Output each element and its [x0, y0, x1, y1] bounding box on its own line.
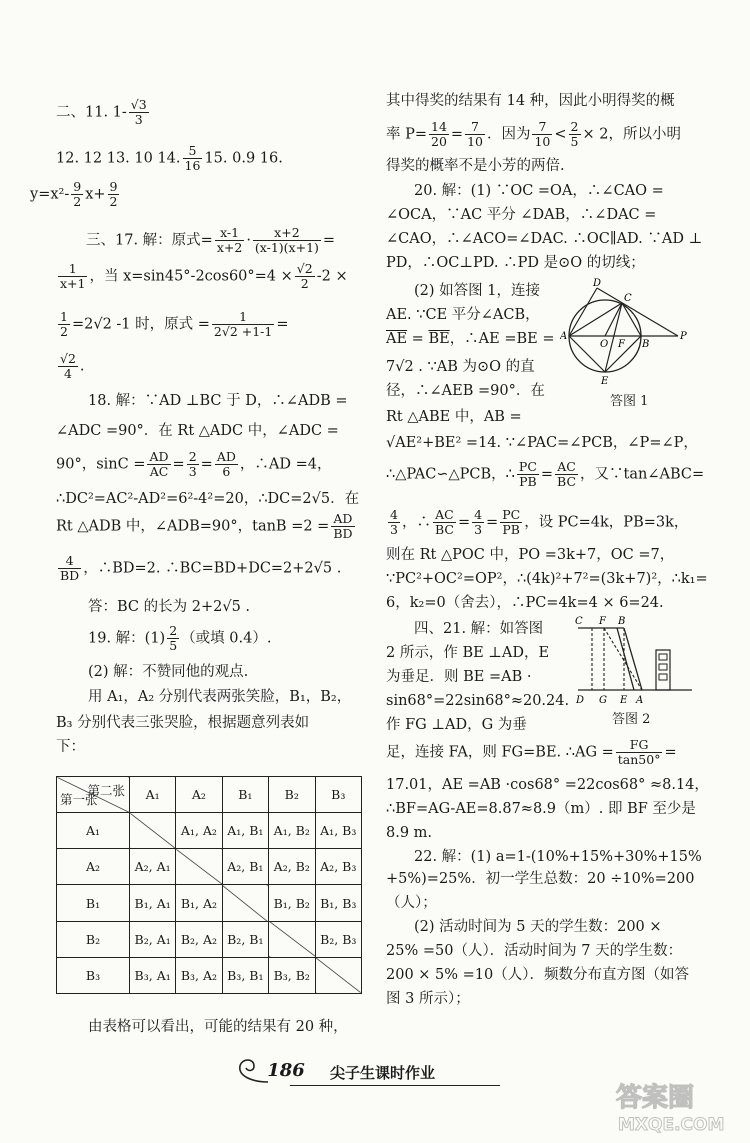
answer-line: 200 × 5% =10（人）．频数分布直方图（如答 [386, 967, 690, 983]
answer-line: (2) 活动时间为 5 天的学生数：200 × [414, 919, 662, 935]
table-header-cell: B₃ [315, 777, 362, 813]
footer-title: 尖子生课时作业 [330, 1064, 436, 1082]
answer-line: 其中得奖的结果有 14 种，因此小明得奖的概 [386, 93, 675, 109]
answer-line: 下： [56, 739, 85, 755]
table-row [57, 813, 362, 849]
table-row [57, 957, 362, 993]
figure-2-caption: 答图 2 [612, 712, 651, 727]
table-cell: B₃, B₂ [269, 957, 315, 993]
answer-line: 17.01，AE =AB ·cos68° =22cos68° ≈8.14， [386, 777, 709, 793]
point-label-a: A [636, 695, 644, 706]
table-header-cell: A₂ [176, 777, 222, 813]
table-header-cell: B₂ [269, 777, 315, 813]
point-label-d: D [576, 695, 585, 706]
watermark-logo [612, 1076, 744, 1136]
table-cell: B₂, B₁ [222, 921, 268, 957]
point-label-p: P [680, 331, 687, 342]
svg-text:答案圈: 答案圈 [616, 1083, 695, 1113]
svg-text:MXQE.COM: MXQE.COM [618, 1115, 725, 1135]
answer-line: 12. 12 13. 10 14. $\frac{5}{16}$ 15. 0.9 16. [56, 143, 283, 173]
table-cell: A₁, B₁ [222, 813, 268, 849]
answer-line: ∠CAO，∴∠ACO=∠DAC. ∴OC∥AD. ∵AD ⊥ [386, 231, 703, 247]
outcome-table [56, 776, 362, 994]
answer-line: 四、21. 解：如答图 [414, 621, 544, 637]
table-cell: A₂, B₁ [222, 849, 268, 885]
answer-line: 90°，sinC = $\frac{AD}{AC}$ = $\frac{2}{3}$ = $\frac{AD}{6}$ ，∴AD =4， [56, 449, 332, 479]
table-cell: A₂, B₂ [269, 849, 315, 885]
answer-line: +5%)=25%．初一学生总数：20 ÷10%=200 [386, 871, 695, 887]
table-diagonal-cell [176, 849, 222, 885]
answer-line: 22. 解：(1) a=1-(10%+15%+30%+15% [414, 849, 702, 865]
table-cell: B₂, A₁ [130, 921, 176, 957]
answer-line: B₃ 分别代表三张哭脸，根据题意列表如 [56, 715, 310, 731]
answer-line: 为垂足．则 BE =AB · [386, 669, 532, 685]
table-cell: B₂, A₂ [176, 921, 222, 957]
answer-line: (2) 解：不赞同他的观点. [88, 664, 249, 680]
answer-line: 20. 解：(1) ∵OC =OA，∴∠CAO = [414, 183, 664, 199]
answer-line: y=x²- $\frac{9}{2}$ x+ $\frac{9}{2}$ [30, 179, 118, 209]
answer-line: 作 FG ⊥AD，G 为垂 [386, 717, 527, 733]
point-label-e: E [620, 695, 628, 706]
table-diagonal-cell [130, 813, 176, 849]
table-row-label: B₂ [57, 921, 130, 957]
answer-line: ∠OCA，∵AC 平分 ∠DAB，∴∠DAC = [386, 207, 657, 223]
answer-line: $\frac{1}{x+1}$ ，当 x=sin45°-2cos60°=4 × $\frac{√2}{2}$ -2 × [60, 261, 348, 291]
table-cell: B₃, A₁ [130, 957, 176, 993]
table-header-cell: A₁ [130, 777, 176, 813]
table-cell: A₂, A₁ [130, 849, 176, 885]
footer-rule [290, 1085, 500, 1086]
figure-1-circle-diagram [560, 278, 690, 388]
table-row-label: B₁ [57, 885, 130, 921]
answer-line: Rt △ADB 中，∠ADB=90°，tanB =2 = $\frac{AD}{BD}$ [56, 511, 353, 541]
answer-line: 得奖的概率不是小芳的两倍. [386, 158, 565, 174]
answer-line: 足，连接 FA，则 FG=BE. ∴AG = $\frac{FG}{\tan 50^\circ}$ = [386, 737, 677, 767]
answer-line: 则在 Rt △POC 中，PO =3k+7，OC =7， [386, 547, 675, 563]
table-row-label: A₁ [57, 813, 130, 849]
answer-line: 用 A₁，A₂ 分别代表两张笑脸，B₁，B₂， [88, 689, 352, 705]
table-diagonal-cell [315, 957, 362, 993]
table-header-cell: B₁ [222, 777, 268, 813]
point-label-g: G [599, 695, 607, 706]
table-corner-cell: 第二张 第一张 [57, 777, 130, 813]
answer-line: 率 P= $\frac{14}{20}$ = $\frac{7}{10}$ ．因为 $\frac{7}{10}$ < $\frac{2}{5}$ × 2，所以小明 [386, 119, 681, 149]
point-label-a: A [560, 331, 568, 342]
answer-line: 二、11. 1- $\frac{√3}{3}$ [56, 97, 147, 127]
answer-line: 18. 解：∵AD ⊥BC 于 D，∴∠ADB = [88, 393, 348, 409]
answer-line: ∵PC²+OC²=OP²，∴(4k)²+7²=(3k+7)²，∴k₁= [386, 571, 708, 587]
point-label-f: F [599, 616, 606, 627]
point-label-c: C [575, 616, 583, 627]
answer-line: 径，∴∠AEB =90°．在 [386, 383, 545, 399]
point-label-d: D [593, 278, 602, 289]
answer-line: ∴BF=AG-AE=8.87≈8.9（m）. 即 BF 至少是 [386, 801, 696, 817]
table-row [57, 849, 362, 885]
answer-line: 7√2 . ∵AB 为⊙O 的直 [386, 359, 535, 375]
answer-line: 6，k₂=0（舍去），∴PC=4k=4 × 6=24. [386, 595, 664, 611]
answer-line: $\frac{4}{3}$ ，∴ $\frac{AC}{BC}$ = $\frac{4}{3}$ = $\frac{PC}{PB}$ ，设 PC=4k，PB=3k， [390, 507, 689, 537]
table-cell: A₁, A₂ [176, 813, 222, 849]
answer-line: $\frac{4}{BD}$ ，∴BD=2. ∴BC=BD+DC=2+2√5 . [60, 553, 342, 583]
answer-line: AE. ∵CE 平分∠ACB， [386, 307, 540, 323]
figure-2-slope-diagram [572, 612, 702, 708]
table-cell: B₁, A₂ [176, 885, 222, 921]
page-number: 186 [267, 1060, 305, 1081]
answer-line: 由表格可以看出，可能的结果有 20 种， [88, 1019, 348, 1035]
table-cell: B₁, B₂ [269, 885, 315, 921]
answer-line: $\frac{√2}{4}$ . [60, 351, 85, 381]
answer-line: Rt △ABE 中，AB = [386, 409, 522, 425]
answer-line: 图 3 所示）； [386, 991, 470, 1007]
table-row-label: B₃ [57, 957, 130, 993]
answer-line: (2) 如答图 1，连接 [414, 283, 540, 299]
table-row [57, 885, 362, 921]
answer-line: （人）； [386, 895, 437, 911]
answer-line: 8.9 m. [386, 825, 433, 841]
answer-line: 答：BC 的长为 2+2√5 . [88, 599, 251, 615]
table-cell: A₁, B₂ [269, 813, 315, 849]
answer-line: $\frac{1}{2}$ =2√2 -1 时，原式 = $\frac{1}{2√2 +1-1}$ = [60, 309, 289, 339]
point-label-o: O [600, 339, 609, 350]
table-row-label: A₂ [57, 849, 130, 885]
table-cell: B₃, A₂ [176, 957, 222, 993]
answer-line: PD，∴OC⊥PD. ∴PD 是⊙O 的切线； [386, 255, 645, 271]
answer-line: ∠ADC =90°．在 Rt △ADC 中，∠ADC = [56, 423, 339, 439]
answer-line: ∴DC²=AC²-AD²=6²-4²=20，∴DC=2√5．在 [56, 491, 360, 507]
table-cell: B₁, A₁ [130, 885, 176, 921]
table-cell: B₃, B₁ [222, 957, 268, 993]
table-row [57, 921, 362, 957]
answer-line: sin68°=22sin68°≈20.24. [386, 693, 570, 709]
point-label-e: E [601, 376, 609, 387]
figure-1-caption: 答图 1 [610, 394, 649, 409]
table-cell: B₂, B₃ [315, 921, 362, 957]
table-cell: A₁, B₃ [315, 813, 362, 849]
answer-line: √AE²+BE² =14. ∵∠PAC=∠PCB，∠P=∠P， [386, 435, 698, 451]
answer-line: 三、17. 解：原式= $\frac{x-1}{x+2}$ · $\frac{x+2}{(x-1)(x+1)}$ = [86, 225, 336, 255]
point-label-b: B [618, 616, 626, 627]
answer-line: $\overline{AE} = \overline{BE}$，∴AE =BE = [386, 331, 555, 347]
answer-line: 19. 解：(1) $\frac{2}{5}$ （或填 0.4）. [88, 623, 272, 653]
point-label-c: C [624, 293, 632, 304]
table-diagonal-cell [222, 885, 268, 921]
answer-line: 2 所示，作 BE ⊥AD，E [386, 645, 550, 661]
table-cell: B₁, B₃ [315, 885, 362, 921]
answer-line: 25% =50（人）．活动时间为 7 天的学生数： [386, 943, 683, 959]
table-header-row [57, 777, 362, 813]
point-label-b: B [642, 339, 650, 350]
table-cell: A₂, B₃ [315, 849, 362, 885]
answer-line: ∴△PAC∽△PCB，∴ $\frac{PC}{PB}$ = $\frac{AC}{BC}$ ，又∵tan∠ABC= [386, 459, 705, 489]
point-label-f: F [618, 339, 625, 350]
table-diagonal-cell [269, 921, 315, 957]
